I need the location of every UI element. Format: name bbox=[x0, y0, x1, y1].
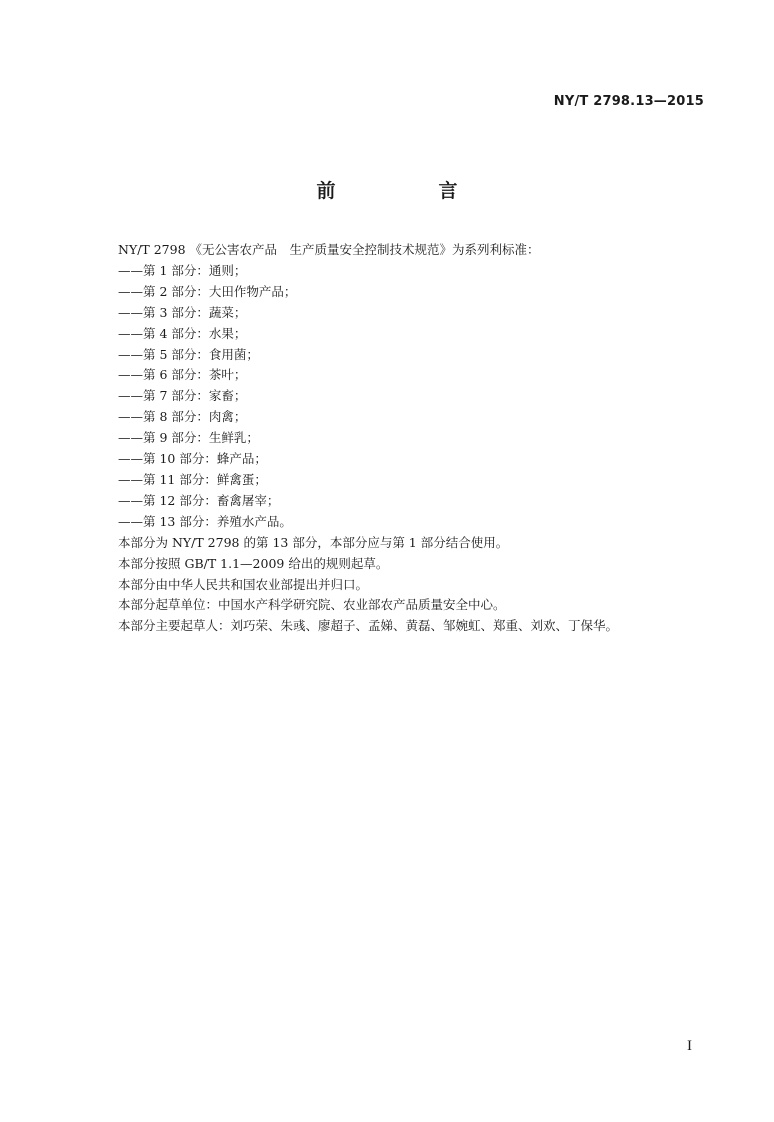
standard-code: NY/T 2798.13—2015 bbox=[553, 94, 704, 109]
statement-line: 本部分由中华人民共和国农业部提出并归口。 bbox=[118, 576, 369, 592]
list-item: ——第 4 部分：水果； bbox=[118, 325, 247, 341]
list-item: ——第 5 部分：食用菌； bbox=[118, 346, 259, 362]
list-item: ——第 7 部分：家畜； bbox=[118, 388, 247, 404]
statement-line: 本部分主要起草人：刘巧荣、朱彧、廖超子、孟娣、黄磊、邹婉虹、郑重、刘欢、丁保华。 bbox=[118, 618, 619, 634]
page-number: I bbox=[687, 1038, 692, 1054]
list-item: ——第 3 部分：蔬菜； bbox=[118, 304, 247, 320]
list-item: ——第 8 部分：肉禽； bbox=[118, 409, 247, 425]
list-item: ——第 1 部分：通则； bbox=[118, 262, 247, 278]
list-item: ——第 11 部分：鲜禽蛋； bbox=[118, 471, 267, 487]
document-body bbox=[118, 240, 718, 637]
list-item: ——第 2 部分：大田作物产品； bbox=[118, 283, 297, 299]
statement-line: 本部分为 NY/T 2798 的第 13 部分，本部分应与第 1 部分结合使用。 bbox=[118, 534, 509, 550]
list-item: ——第 13 部分：养殖水产品。 bbox=[118, 513, 292, 529]
list-item: ——第 10 部分：蜂产品； bbox=[118, 451, 267, 467]
statement-line: 本部分按照 GB/T 1.1—2009 给出的规则起草。 bbox=[118, 555, 389, 571]
list-item: ——第 6 部分：茶叶； bbox=[118, 367, 247, 383]
intro-line: NY/T 2798 《无公害农产品 生产质量安全控制技术规范》为系列利标准： bbox=[118, 242, 540, 257]
page-title: 前 言 bbox=[316, 180, 500, 202]
statement-line: 本部分起草单位：中国水产科学研究院、农业部农产品质量安全中心。 bbox=[118, 597, 506, 613]
list-item: ——第 9 部分：生鲜乳； bbox=[118, 430, 259, 446]
list-item: ——第 12 部分：畜禽屠宰； bbox=[118, 492, 280, 508]
